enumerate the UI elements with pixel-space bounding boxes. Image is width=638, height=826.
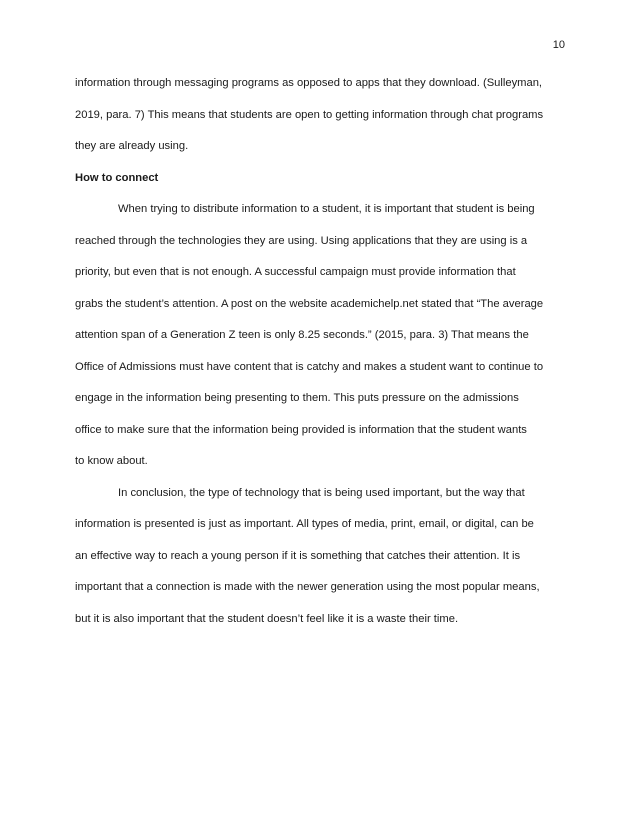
paragraph-continuation — [75, 68, 565, 163]
text-line: engage in the information being presenting to them. This puts pressure on the admissions — [75, 392, 519, 404]
text-line: reached through the technologies they are using. Using applications that they are using is a — [75, 234, 528, 247]
text-line: When trying to distribute information to a student, it is important that student is being — [118, 203, 535, 215]
text-line: 2019, para. 7) This means that students are open to getting information through chat programs — [75, 108, 544, 121]
text-line: grabs the student’s attention. A post on the website academichelp.net stated that “The average — [75, 297, 544, 310]
text-line: office to make sure that the information being provided is information that the student wants — [75, 423, 527, 436]
document-body — [75, 68, 565, 635]
text-line: they are already using. — [75, 140, 189, 152]
paragraph-conclusion — [75, 478, 565, 636]
text-line: priority, but even that is not enough. A successful campaign must provide information that — [75, 266, 516, 278]
text-line: an effective way to reach a young person if it is something that catches their attention. It is — [75, 549, 521, 562]
page-number: 10 — [552, 39, 565, 51]
text-line: information through messaging programs as opposed to apps that they download. (Sulleyman, — [75, 77, 543, 89]
text-line: important that a connection is made with the newer generation using the most popular means, — [75, 581, 540, 593]
paragraph-how-to-connect — [75, 194, 565, 478]
text-line: but it is also important that the student doesn’t feel like it is a waste their time. — [75, 612, 459, 625]
text-line: to know about. — [75, 455, 148, 467]
text-line: attention span of a Generation Z teen is only 8.25 seconds.” (2015, para. 3) That means the — [75, 329, 529, 341]
text-line: information is presented is just as important. All types of media, print, email, or digital, can be — [75, 518, 534, 530]
text-line: In conclusion, the type of technology that is being used important, but the way that — [118, 486, 525, 499]
section-heading: How to connect — [75, 171, 159, 184]
text-line: Office of Admissions must have content that is catchy and makes a student want to continue to — [75, 360, 544, 373]
